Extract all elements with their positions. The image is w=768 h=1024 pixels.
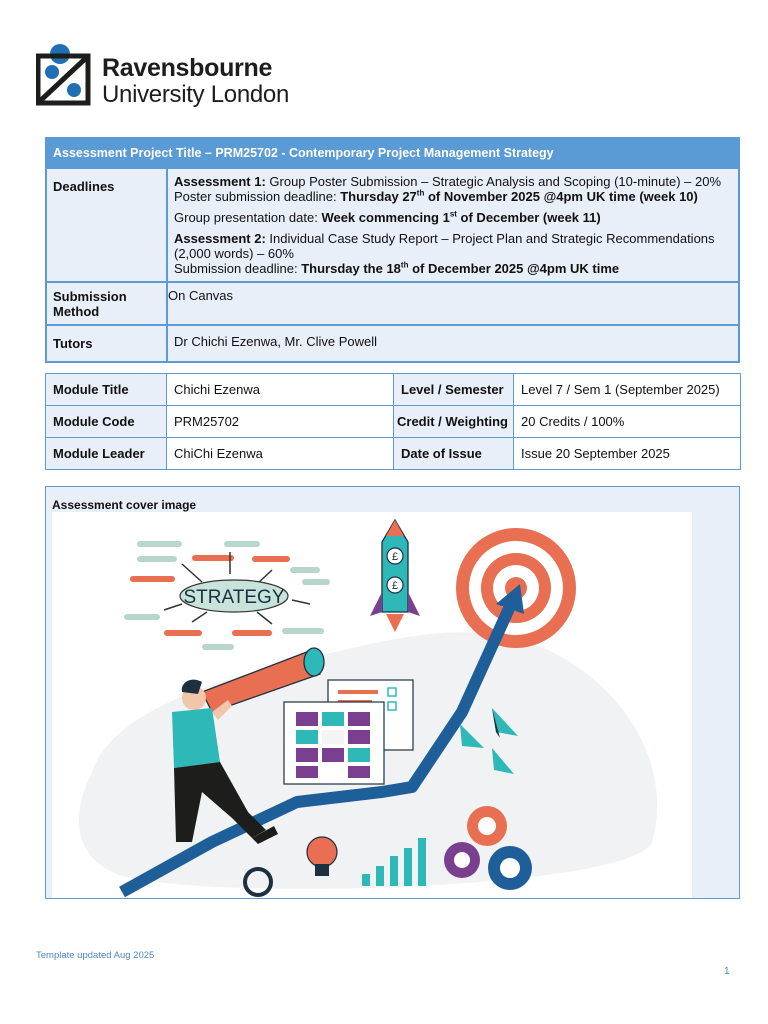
credit-value: 20 Credits / 100% xyxy=(514,406,741,438)
template-note: Template updated Aug 2025 xyxy=(36,950,155,961)
presentation-line xyxy=(174,210,732,225)
level-label: Level / Semester xyxy=(394,374,514,406)
assessment-1-line xyxy=(174,174,732,204)
strategy-illustration-icon xyxy=(52,512,692,898)
poster-deadline: Thursday 27th of November 2025 @4pm UK time (week 10) xyxy=(340,188,698,204)
logo-line-1: Ravensbourne xyxy=(102,54,273,82)
svg-text:£: £ xyxy=(391,551,399,563)
university-logo xyxy=(36,44,316,108)
module-leader-label: Module Leader xyxy=(46,438,167,470)
assessment-2-label: Assessment 2: xyxy=(174,231,266,246)
submission-method-label: Submission Method xyxy=(46,282,167,325)
submission-method-value: On Canvas xyxy=(167,282,739,325)
presentation-prefix: Group presentation date: xyxy=(174,210,322,225)
assessment-2-text: Individual Case Study Report – Project Plan and Strategic Recommendations (2,000 words) – 60% xyxy=(174,231,715,261)
assessment-1-label: Assessment 1: xyxy=(174,174,266,189)
tutors-value: Dr Chichi Ezenwa, Mr. Clive Powell xyxy=(167,325,739,362)
assessment-2-line xyxy=(174,231,732,276)
assessment-1-text: Group Poster Submission – Strategic Analysis and Scoping (10-minute) – 20% xyxy=(265,174,722,189)
strategy-text: STRATEGY xyxy=(183,587,285,608)
assessment-title: Assessment Project Title – PRM25702 - Contemporary Project Management Strategy xyxy=(46,138,739,168)
submission-deadline-prefix: Submission deadline: xyxy=(174,261,302,276)
page-number: 1 xyxy=(724,966,730,977)
ravensbourne-logo-icon xyxy=(36,44,92,106)
deadlines-label: Deadlines xyxy=(46,168,167,282)
module-code-value: PRM25702 xyxy=(167,406,394,438)
level-value: Level 7 / Sem 1 (September 2025) xyxy=(514,374,741,406)
issue-date-label: Date of Issue xyxy=(394,438,514,470)
poster-deadline-prefix: Poster submission deadline: xyxy=(174,189,341,204)
module-title-value: Chichi Ezenwa xyxy=(167,374,394,406)
module-table xyxy=(45,373,741,470)
svg-text:£: £ xyxy=(391,580,399,592)
cover-image-label: Assessment cover image xyxy=(52,498,197,512)
module-leader-value: ChiChi Ezenwa xyxy=(167,438,394,470)
module-title-label: Module Title xyxy=(46,374,167,406)
deadlines-value xyxy=(167,168,739,282)
rocket-icon xyxy=(370,520,420,632)
cover-image-box xyxy=(45,486,740,899)
logo-line-2: University London xyxy=(102,81,290,108)
issue-date-value: Issue 20 September 2025 xyxy=(514,438,741,470)
tutors-label: Tutors xyxy=(46,325,167,362)
presentation-date: Week commencing 1st of December (week 11) xyxy=(321,209,601,225)
module-code-label: Module Code xyxy=(46,406,167,438)
credit-label: Credit / Weighting xyxy=(394,406,514,438)
cover-illustration xyxy=(52,512,692,898)
assessment-table xyxy=(45,137,740,363)
submission-deadline: Thursday the 18th of December 2025 @4pm UK time xyxy=(301,260,620,276)
